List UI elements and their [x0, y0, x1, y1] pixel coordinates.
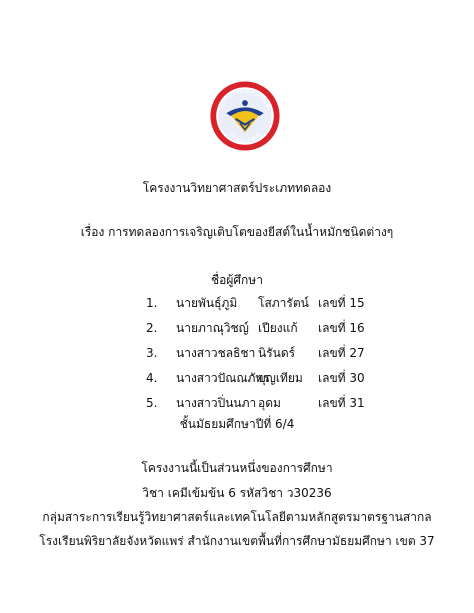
student-number: 1.: [146, 296, 158, 310]
student-number: 4.: [146, 371, 158, 385]
project-topic: เรื่อง การทดลองการเจริญเติบโตของยีสต์ในน้ำหมักชนิดต่างๆ: [80, 225, 394, 239]
student-id: เลขที่ 27: [318, 346, 365, 360]
student-first-name: นางสาวปัณณภัทร: [176, 371, 270, 385]
student-number: 2.: [146, 321, 158, 335]
project-type: โครงงานวิทยาศาสตร์ประเภททดลอง: [142, 181, 332, 195]
footer-line-4: โรงเรียนพิริยาลัยจังหวัดแพร่ สำนักงานเขตพื้นที่การศึกษามัธยมศึกษา เขต 37: [39, 534, 435, 548]
student-number: 3.: [146, 346, 158, 360]
school-emblem-icon: [209, 80, 281, 152]
student-number: 5.: [146, 396, 158, 410]
student-id: เลขที่ 31: [318, 396, 365, 410]
student-first-name: นางสาวชลธิชา: [176, 346, 256, 360]
grade-level: ชั้นมัธยมศึกษาปีที่ 6/4: [179, 417, 295, 431]
student-last-name: เปียงแก้: [258, 321, 298, 335]
student-last-name: โสภารัตน์: [258, 296, 309, 310]
student-last-name: นิรันดร์: [258, 346, 296, 360]
emblem-bottom-text: PIRIYALAI PHRAE: [227, 132, 263, 144]
emblem-top-text: โรงเรียนพิริยาลัยจังหวัดแพร่: [218, 88, 272, 111]
student-id: เลขที่ 15: [318, 296, 365, 310]
student-last-name: อุดม: [258, 396, 281, 410]
student-first-name: นายพันธุ์ภูมิ: [176, 296, 238, 310]
student-id: เลขที่ 16: [318, 321, 365, 335]
students-heading: ชื่อผู้ศึกษา: [211, 273, 263, 287]
student-first-name: นางสาวปิ่นนภา: [176, 396, 257, 410]
footer-line-3: กลุ่มสาระการเรียนรู้วิทยาศาสตร์และเทคโนโลยีตามหลักสูตรมาตรฐานสากล: [42, 510, 432, 524]
student-first-name: นายภาณุวิชญ์: [176, 321, 249, 335]
student-id: เลขที่ 30: [318, 371, 365, 385]
footer-line-2: วิชา เคมีเข้มข้น 6 รหัสวิชา ว30236: [142, 486, 332, 500]
student-last-name: บุญเทียม: [258, 371, 303, 385]
footer-line-1: โครงงานนี้เป็นส่วนหนึ่งของการศึกษา: [141, 461, 333, 475]
